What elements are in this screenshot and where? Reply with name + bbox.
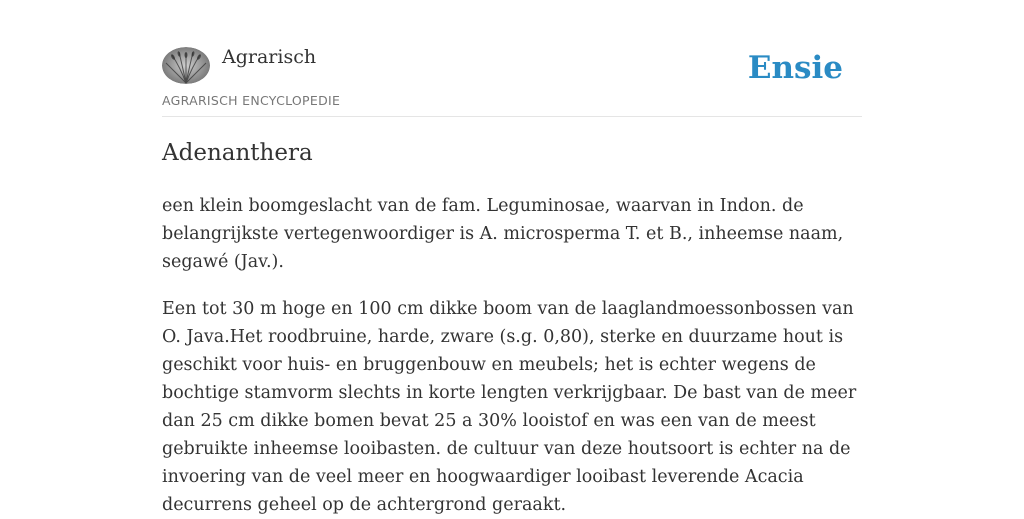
ensie-logo-link[interactable]: Ensie [747,50,843,86]
page-container [162,0,862,515]
article-title: Adenanthera [162,140,313,166]
brand-name[interactable]: Agrarisch [222,46,317,68]
wheat-logo-icon[interactable] [162,47,210,84]
article-paragraph-1: een klein boomgeslacht van de fam. Leguminosae, waarvan in Indon. de belangrijkste vertegenwoordiger is A. microsperma T. et B., inheemse naam, segawé (Jav.). [162,196,844,272]
header [162,0,862,117]
brand-subtitle: AGRARISCH ENCYCLOPEDIE [162,93,341,108]
article-paragraph-2: Een tot 30 m hoge en 100 cm dikke boom van de laaglandmoessonbossen van O. Java.Het roodbruine, harde, zware (s.g. 0,80), sterke en duurzame hout is geschikt voor huis- en bruggenbouw en meubels; het is echter wegens de bochtige stamvorm slechts in korte lengten verkrijgbaar. De bast van de meer dan 25 cm dikke bomen bevat 25 a 30% looistof en was een van de meest gebruikte inheemse looibasten. de cultuur van deze houtsoort is echter na de invoering van de veel meer en hoogwaardiger looibast leverende Acacia decurrens geheel op de achtergrond geraakt. [162,299,857,515]
